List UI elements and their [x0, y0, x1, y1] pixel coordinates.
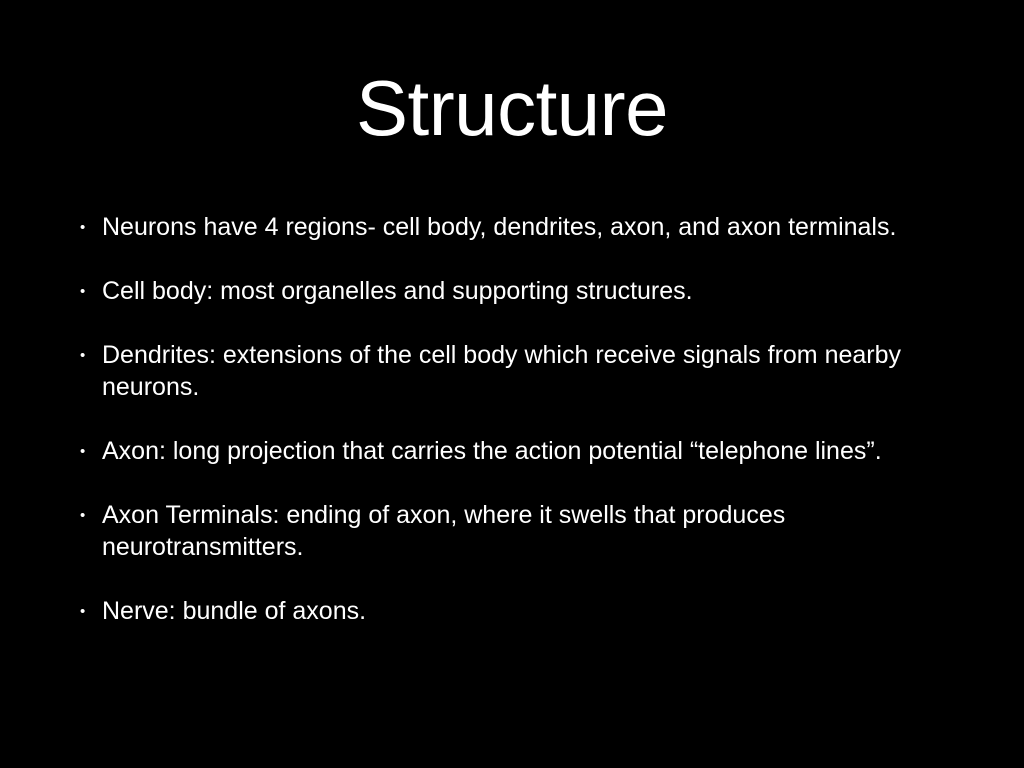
- bullet-item: [75, 211, 935, 243]
- bullet-item: [75, 435, 935, 467]
- bullet-dot-icon: •: [80, 347, 86, 364]
- bullet-dot-icon: •: [80, 283, 86, 300]
- bullet-text: Cell body: most organelles and supporting structures.: [102, 277, 693, 305]
- bullet-text: Nerve: bundle of axons.: [102, 597, 367, 625]
- bullet-text: Dendrites: extensions of the cell body which receive signals from nearby neurons.: [102, 341, 902, 401]
- bullet-list: [75, 211, 935, 659]
- bullet-dot-icon: •: [80, 603, 86, 620]
- bullet-text: Neurons have 4 regions- cell body, dendrites, axon, and axon terminals.: [102, 213, 897, 241]
- bullet-item: [75, 275, 935, 307]
- bullet-dot-icon: •: [80, 507, 86, 524]
- bullet-text: Axon: long projection that carries the action potential “telephone lines”.: [102, 437, 882, 465]
- bullet-text: Axon Terminals: ending of axon, where it swells that produces neurotransmitters.: [102, 501, 786, 561]
- bullet-item: [75, 595, 935, 627]
- slide-title: Structure: [356, 64, 668, 152]
- bullet-item: [75, 339, 935, 403]
- bullet-dot-icon: •: [80, 443, 86, 460]
- bullet-item: [75, 499, 935, 563]
- bullet-dot-icon: •: [80, 219, 86, 236]
